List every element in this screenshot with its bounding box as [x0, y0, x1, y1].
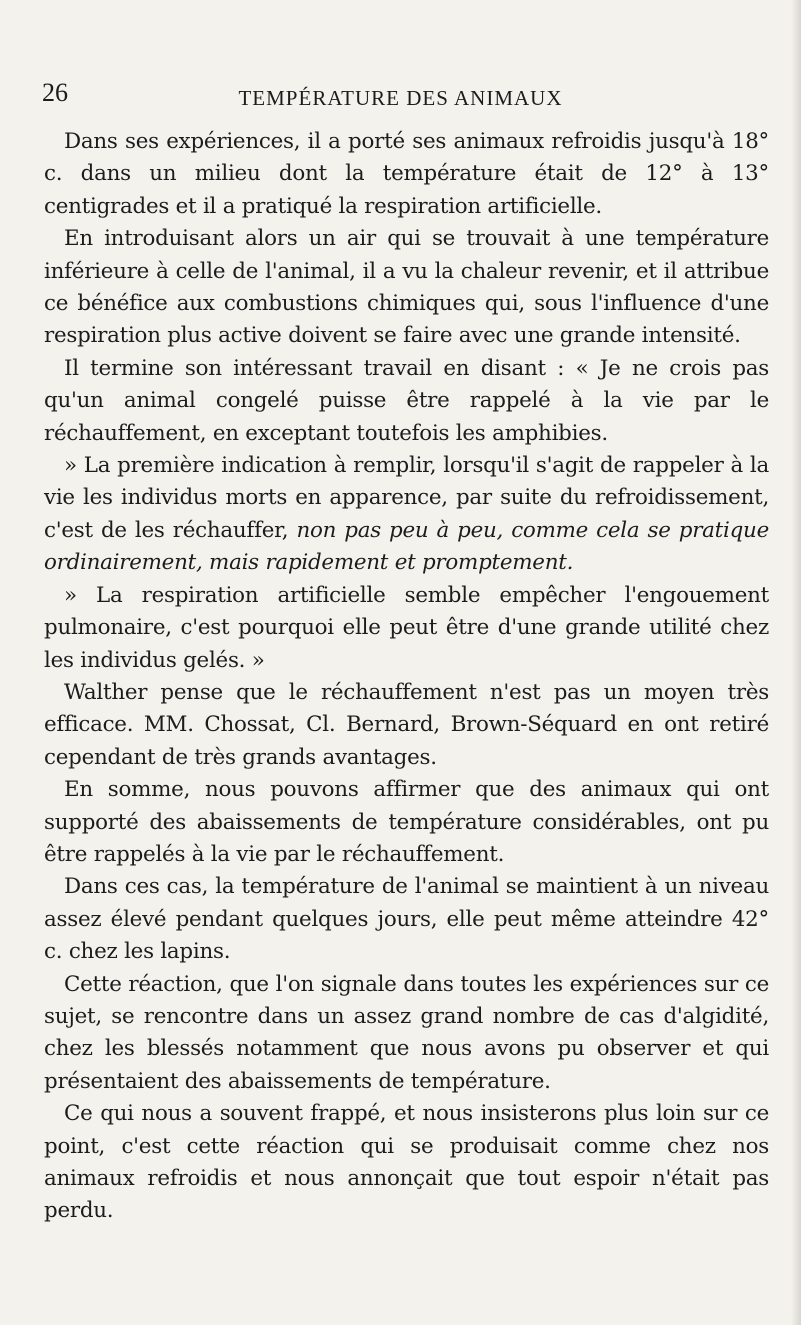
paragraph	[44, 450, 769, 580]
paragraph-text: » La première indication à remplir, lorsqu'il s'agit de rappeler à la vie les individus morts en apparence, par suite du refroidissement, c'est de les réchauffer,	[44, 453, 769, 543]
paragraph: En introduisant alors un air qui se trouvait à une température inférieure à celle de l'animal, il a vu la chaleur revenir, et il attribue ce bénéfice aux combustions chimiques qui, sous l'influence d'une respiration plus active doivent se faire avec une grande intensité.	[44, 226, 769, 349]
paragraph: En somme, nous pouvons affirmer que des animaux qui ont supporté des abaissements de température considérables, ont pu être rappelés à la vie par le réchauffement.	[44, 777, 769, 867]
running-title: TEMPÉRATURE DES ANIMAUX	[238, 86, 563, 110]
body-text	[44, 126, 769, 1228]
paragraph: Il termine son intéressant travail en disant : « Je ne crois pas qu'un animal congelé puisse être rappelé à la vie par le réchauffement, en exceptant toutefois les amphibies.	[44, 355, 769, 446]
paragraph: Walther pense que le réchauffement n'est pas un moyen très efficace. MM. Chossat, Cl. Bernard, Brown-Séquard en ont retiré cependant de très grands avantages.	[44, 679, 769, 770]
paragraph: Dans ces cas, la température de l'animal se maintient à un niveau assez élevé pendant quelques jours, elle peut même atteindre 42° c. chez les lapins.	[44, 874, 769, 965]
page-number: 26	[42, 78, 68, 107]
paragraph: » La respiration artificielle semble empêcher l'engouement pulmonaire, c'est pourquoi elle peut être d'une grande utilité chez les individus gelés. »	[44, 582, 769, 673]
paragraph: Cette réaction, que l'on signale dans toutes les expériences sur ce sujet, se rencontre dans un assez grand nombre de cas d'algidité, chez les blessés notamment que nous avons pu observer et qui présentaient des abaissements de température.	[44, 971, 769, 1094]
paragraph: Dans ses expériences, il a porté ses animaux refroidis jusqu'à 18° c. dans un milieu dont la température était de 12° à 13° centigrades et il a pratiqué la respiration artificielle.	[44, 129, 769, 219]
page-edge-shadow	[791, 0, 801, 1325]
paragraph: Ce qui nous a souvent frappé, et nous insisterons plus loin sur ce point, c'est cette réaction qui se produisait comme chez nos animaux refroidis et nous annonçait que tout espoir n'était pas perdu.	[44, 1101, 769, 1224]
italic-passage: non pas peu à peu, comme cela se pratique ordinairement, mais rapidement et promptement.	[44, 517, 769, 576]
